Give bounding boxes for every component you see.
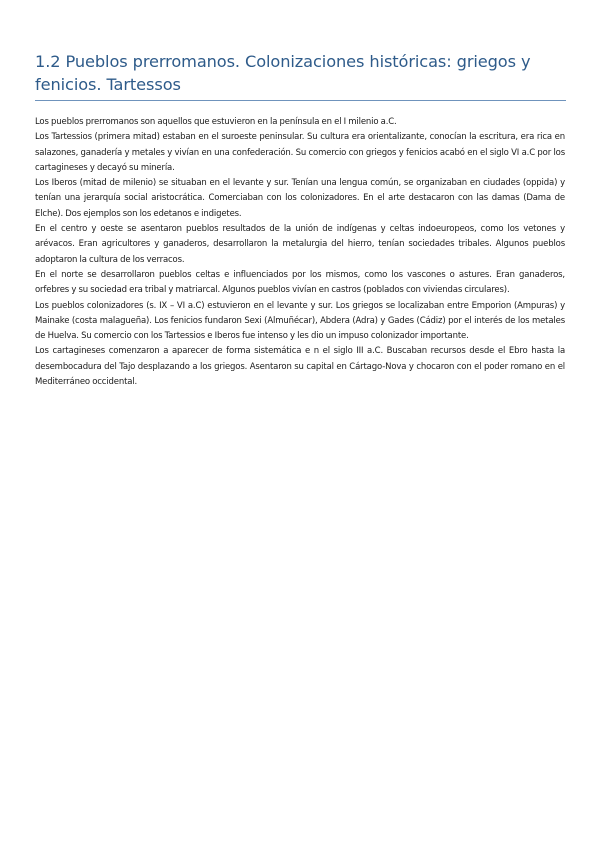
body-text — [35, 115, 565, 390]
paragraph-iberos: Los Iberos (mitad de milenio) se situaban en el levante y sur. Tenían una lengua común, se organizaban en ciudades (oppida) y tenían una jerarquía social aristocrática. Comerciaban con los colonizadores. En el arte destacaron con las damas (Dama de Elche). Dos ejemplos son los edetanos e indigetes. — [35, 178, 565, 219]
paragraph-centro-oeste: En el centro y oeste se asentaron pueblos resultados de la unión de indígenas y celtas indoeuropeos, como los vetones y arévacos. Eran agricultores y ganaderos, desarrollaron la metalurgia del hierro, tenían sociedades tribales. Algunos pueblos adoptaron la cultura de los verracos. — [35, 224, 565, 265]
paragraph-cartagineses: Los cartagineses comenzaron a aparecer de forma sistemática e n el siglo III a.C. Buscaban recursos desde el Ebro hasta la desembocadura del Tajo desplazando a los griegos. Asentaron su capital en Cártago-Nova y chocaron con el poder romano en el Mediterráneo occidental. — [35, 346, 565, 388]
heading-underline — [35, 100, 566, 101]
paragraph-tartessios: Los Tartessios (primera mitad) estaban en el suroeste peninsular. Su cultura era orientalizante, conocían la escritura, era rica en salazones, ganadería y metales y vivían en una confederación. Su comercio con griegos y fenicios acabó en el siglo VI a.C por los cartagineses y decayó su minería. — [35, 132, 565, 173]
paragraph-colonizadores: Los pueblos colonizadores (s. IX – VI a.C) estuvieron en el levante y sur. Los griegos se localizaban entre Emporion (Ampuras) y Mainake (costa malagueña). Los fenicios fundaron Sexi (Almuñécar), Abdera (Adra) y Gades (Cádiz) por el interés de los metales de Huelva. Su comercio con los Tartessios e Iberos fue intenso y les dio un impuso colonizador importante. — [35, 300, 565, 342]
section-heading: 1.2 Pueblos prerromanos. Colonizaciones históricas: griegos y fenicios. Tartessos — [35, 52, 531, 94]
paragraph-intro: Los pueblos prerromanos son aquellos que estuvieron en la península en el I milenio a.C. — [35, 117, 397, 127]
paragraph-norte: En el norte se desarrollaron pueblos celtas e influenciados por los mismos, como los vascones o astures. Eran ganaderos, orfebres y su sociedad era tribal y matriarcal. Algunos pueblos vivían en castros (poblados con viviendas circulares). — [35, 269, 565, 296]
